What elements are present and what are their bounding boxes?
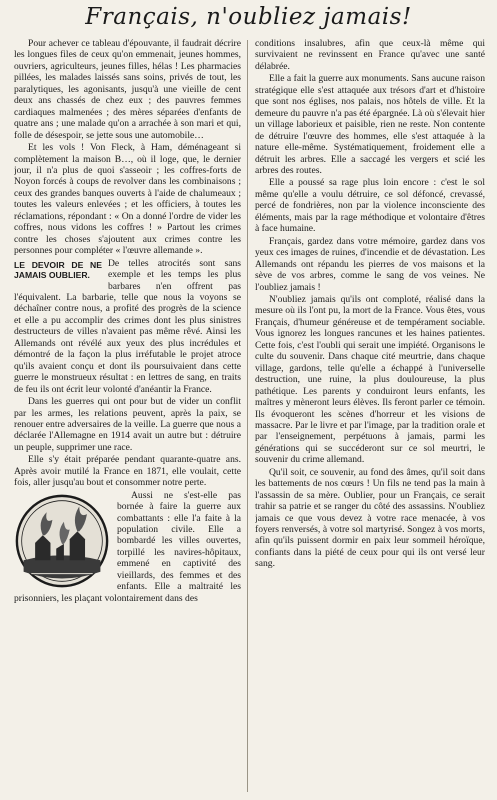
paragraph-10: Français, gardez dans votre mémoire, gardez dans vos yeux ces images de ruines, d'incendie et de dévastation. Les Allemands ont répandu les pierres de vos maisons et la sève de vos arbres, comme le sang de vos veines. Ne l'oubliez jamais ! [255,235,485,293]
burning-village-emblem-icon [14,493,110,589]
page-title: Français, n'oubliez jamais! [85,4,412,30]
column-divider [247,40,248,792]
paragraph-4: Dans les guerres qui ont pour but de vider un conflit par les armes, les relations peuvent, après la paix, se renouer entre adversaires de la veille. La guerre que nous a déclarée l'Allemagne en 1914 avait un autre but : détruire un peuple, supprimer une race. [14,396,241,453]
paragraph-5: Elle s'y était préparée pendant quarante-quatre ans. Après avoir mutilé la France en 1871, elle voulait, cette fois, aller jusqu'au bout et consommer notre perte. [14,454,241,489]
right-column [255,38,485,796]
paragraph-2: Et les vols ! Von Fleck, à Ham, déménageant si complètement la maison B…, où il loge, que, le dernier jour, il n'a plus de quoi s'asseoir ; les coffres-forts de Noyon forcés à coups de revolver dans les combinaisons ; ceux des grandes banques ouverts à l'aide de chalumeaux ; toutes les valeurs enlevées ; et les officiers, à toutes les réclamations, répondant : « On a donné l'ordre de vider les coffres, nous vidons les coffres ! » Partout les crimes contre les choses s'ajoutent aux crimes contre les personnes pour compléter « l'œuvre allemande ». [14,142,241,257]
paragraph-11: N'oubliez jamais qu'ils ont comploté, réalisé dans la mesure où ils l'ont pu, la mort de la France. Vous êtes, vous Français, d'humeur généreuse et de tempérament sociable. Vous ignorez les longues rancunes et les haines patientes. Cette fois, c'est l'oubli qui serait une impiété. Organisons le culte du souvenir. Dans chaque cité meurtrie, dans chaque village, gardons, telle qu'elle a échappé à l'universelle destruction, une ruine, la plus douloureuse, la plus pathétique. Les parents y conduiront leurs enfants, les maîtres y mèneront leurs élèves. Ils feront parler ce témoin. Ils évoqueront les scènes d'horreur et les visions de massacre. Par le livre et par l'image, par la tradition orale et par l'enseignement, perpétuons à jamais, parmi les générations qui se succéderont sur ce sol meurtri, le souvenir du crime allemand. [255,293,485,466]
paragraph-9: Elle a poussé sa rage plus loin encore : c'est le sol même qu'elle a voulu détruire, ce sol défoncé, crevassé, percé de fondrières, non par la violence inconsciente des éléments, mais par la rage méthodique et volontaire d'êtres à face humaine. [255,177,485,235]
paragraph-7: conditions insalubres, afin que ceux-là même qui survivaient ne revinssent en France qu'avec une santé délabrée. [255,38,485,72]
paragraph-3: De telles atrocités sont sans exemple et les temps les plus barbares n'en offrent pas l'équivalent. La barbarie, telle que nous la voyons se déchaîner contre nous, a profité des progrès de la science et elle a pu accomplir des crimes dont les plus sinistres destructeurs de villes n'avaient pas même rêvé. Ainsi les Allemands ont révélé aux yeux des plus incrédules et démontré de la façon la plus irréfutable le projet atroce qu'ils avaient conçu et dont ils poursuivaient dans cette guerre le monstrueux résultat : en lettres de sang, en traits de feu ils ont écrit leur volonté d'anéantir la France. [14,257,241,395]
paragraph-6: Aussi ne s'est-elle pas bornée à faire la guerre aux combattants : elle l'a faite à la population civile. Elle a bombardé les villes ouvertes, torpillé les navires-hôpitaux, emmené en captivité des vieillards, des femmes et des enfants. Elle a maltraité les prisonniers, les plaçant volontairement dans des [14,489,241,604]
paragraph-12: Qu'il soit, ce souvenir, au fond des âmes, qu'il soit dans les battements de nos cœurs ! Un fils ne tend pas la main à l'assassin de sa mère. Oublier, pour un Français, ce serait trahir sa patrie et se ranger du côté des assassins. N'oubliez jamais ce que vous devez à votre race menacée, à vos foyers renversés, à votre sol martyrisé. Songez à vos morts, afin qu'ils puissent dormir en paix leur sommeil héroïque, confiants dans la piété de ceux pour qui ils ont versé leur sang. [255,466,485,570]
section-subhead: LE DEVOIR DE NE JAMAIS OUBLIER. [14,259,102,280]
paragraph-1: Pour achever ce tableau d'épouvante, il faudrait décrire les longues files de ceux qu'on emmenait, jeunes hommes, ouvriers, agriculteurs, jeunes filles, hélas ! Les pharmacies pillées, les malades laissés sans soins, privés de tout, les paralytiques, les agonisants, jusqu'à une vieille de cent deux ans chassés de chez eux ; des pauvres femmes cardiaques malmenées ; des mères séparées d'enfants de quatre ans ; une malade qu'on a arrachée à son mari et qui, folle de désespoir, se jette sous une automobile… [14,38,241,141]
left-column [14,38,241,796]
paragraph-8: Elle a fait la guerre aux monuments. Sans aucune raison stratégique elle s'est attaquée aux trésors d'art et d'histoire que sont nos églises, nos palais, nos hôtels de ville. Et la demeure du pauvre n'a pas été épargnée. Là où s'élevait hier un village laborieux et paisible, rien ne reste. Non contente de détruire l'œuvre des hommes, elle s'est attaquée à la nature elle-même. Systématiquement, froidement elle a détruit les arbres. Elle a saccagé les vergers et scié les arbres des routes. [255,73,485,176]
